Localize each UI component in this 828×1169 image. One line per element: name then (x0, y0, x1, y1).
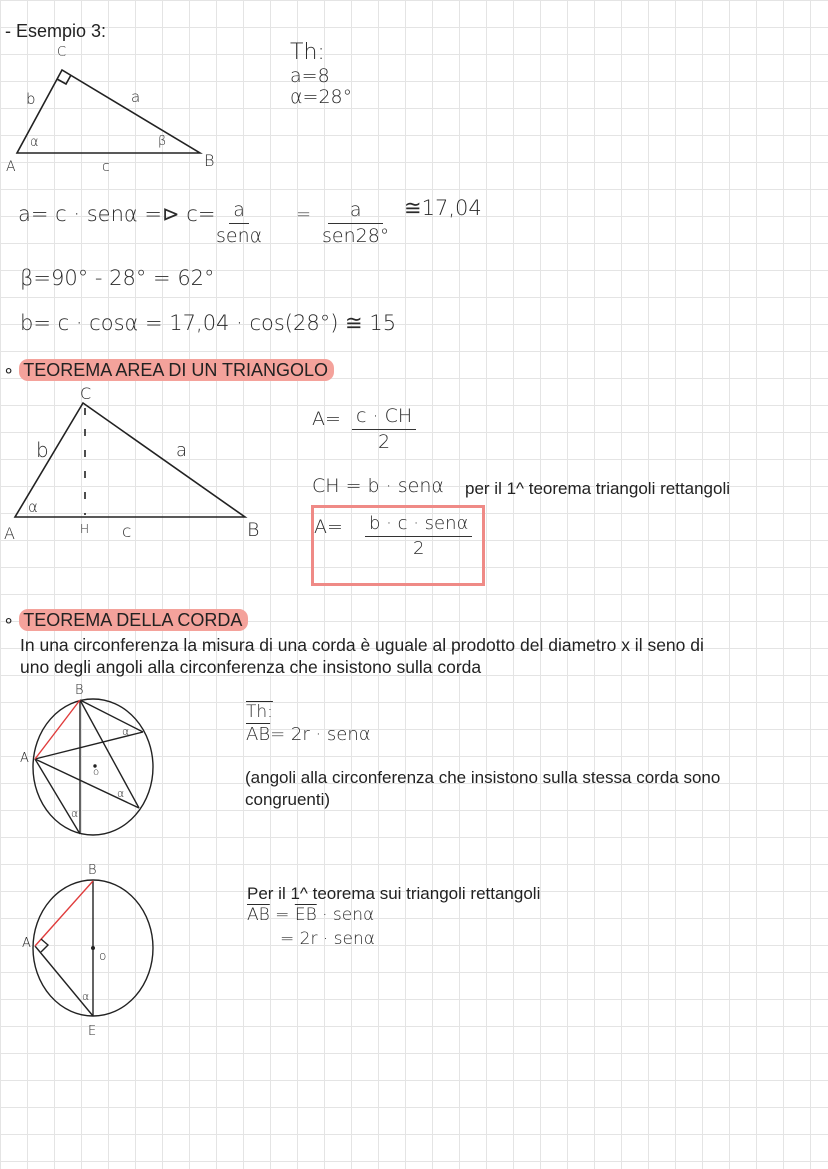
fig2-alpha: α (82, 990, 90, 1003)
area-ch: CH = b · senα (312, 475, 444, 497)
label-C: C (57, 45, 67, 60)
fig1-label-O: o (93, 767, 100, 778)
fig2-label-A: A (22, 936, 31, 951)
fig1-alpha-2: α (117, 787, 125, 800)
label-b: b (26, 90, 36, 108)
given-alpha: α=28° (290, 86, 353, 108)
chord-paren-line-1: (angoli alla circonferenza che insistono sulla stessa corda sono (245, 768, 721, 787)
fig2-label-E: E (88, 1024, 97, 1039)
fig2-label-O: o (99, 949, 107, 963)
proof-line-2: = 2r · senα (280, 929, 375, 949)
proof-title: Per il 1^ teorema sui triangoli rettangoli (247, 884, 541, 903)
eq1-equals: = (296, 204, 312, 225)
triangle-area (15, 403, 245, 517)
area-label-c: c (122, 522, 132, 542)
fig2-label-B: B (88, 863, 97, 878)
area-label-H: H (80, 522, 90, 536)
area-f2-fraction: b · c · senα 2 (365, 514, 472, 559)
given-th: Th: (290, 40, 325, 65)
label-B: B (204, 151, 215, 170)
area-label-C: C (80, 384, 92, 403)
area-f2-left: A= (314, 516, 343, 538)
chord-paren-line-2: congruenti) (245, 790, 331, 809)
fig1-label-B: B (75, 683, 84, 698)
label-A: A (6, 159, 16, 175)
eq3: b= c · cosα = 17,04 · cos(28°) ≅ 15 (20, 311, 397, 335)
chord-th: Th: (246, 702, 273, 722)
chord-th-formula: $\overline{AB}= 2r \cdot sen\alpha$ (246, 724, 371, 745)
proof-line-1: $\overline{AB} = \overline{EB} \cdot sen\alpha$ (247, 905, 375, 925)
area-f1-left: A= (312, 408, 341, 430)
area-label-alpha: α (28, 498, 38, 516)
label-c: c (102, 159, 110, 175)
label-beta: β (158, 134, 167, 149)
area-note: per il 1^ teorema triangoli rettangoli (465, 479, 731, 498)
area-f1-fraction: $\frac{c \cdot CH}{2}$ (352, 406, 416, 453)
area-heading: ∘ TEOREMA AREA DI UN TRIANGOLO (3, 361, 334, 379)
example-title: - Esempio 3: (5, 21, 107, 41)
eq1-left: a= c · senα =⊳ c= (18, 202, 216, 226)
fig1-alpha-3: α (71, 807, 79, 820)
eq1-result: ≅17,04 (404, 196, 482, 220)
area-label-A: A (4, 524, 15, 543)
fig1-alpha-1: α (122, 725, 130, 738)
circle-figure-2 (33, 880, 153, 1016)
fig1-label-A: A (20, 751, 29, 766)
label-a: a (131, 88, 141, 106)
given-a: a=8 (290, 65, 330, 87)
eq1-fraction-1: a senα (216, 199, 263, 247)
area-label-b: b (36, 438, 49, 462)
label-alpha: α (30, 135, 39, 150)
eq2: β=90° - 28° = 62° (20, 266, 215, 290)
area-label-B: B (247, 519, 260, 541)
triangle-example (17, 70, 200, 153)
area-label-a: a (176, 440, 188, 461)
chord-heading: ∘ TEOREMA DELLA CORDA (3, 611, 248, 629)
chord-paragraph-line-2: uno degli angoli alla circonferenza che insistono sulla corda (20, 657, 482, 677)
chord-paragraph-line-1: In una circonferenza la misura di una corda è uguale al prodotto del diametro x il seno di (20, 635, 704, 655)
eq1-fraction-2: a sen28° (322, 199, 390, 247)
